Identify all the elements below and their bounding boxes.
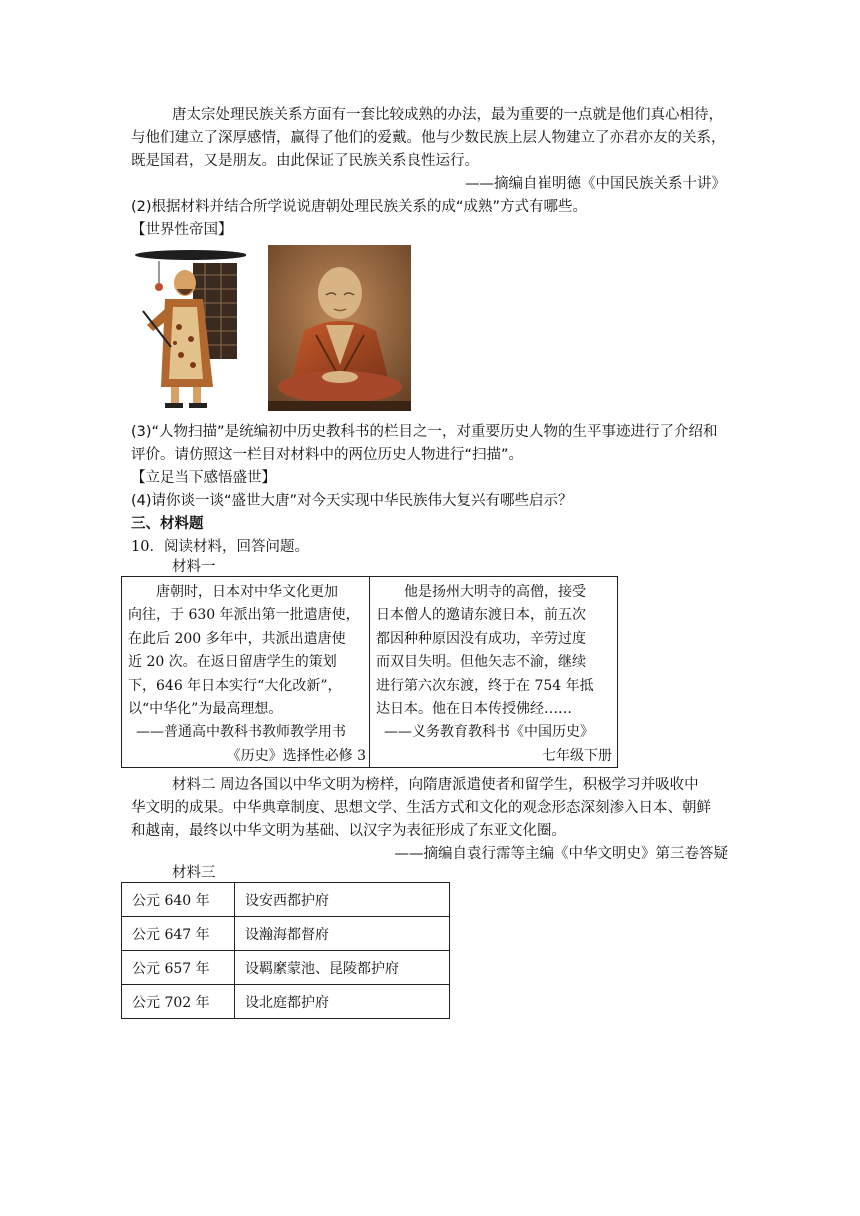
table-row	[122, 951, 450, 985]
year-cell: 公元 640 年	[122, 883, 235, 917]
question-2: (2)根据材料并结合所学说说唐朝处理民族关系的成“成熟”方式有哪些。	[131, 199, 588, 215]
passage-source: ——摘编自崔明德《中国民族关系十讲》	[465, 176, 726, 192]
passage-line-2: 与他们建立了深厚感情，赢得了他们的爱戴。他与少数民族上层人物建立了亦君亦友的关系，	[131, 130, 726, 146]
material-3-table	[121, 882, 450, 1019]
section-world-empire: 【世界性帝国】	[131, 222, 233, 238]
right-cell-source: ——义务教育教科书《中国历史》	[384, 724, 594, 741]
material-2-line-3: 和越南，最终以中华文明为基础、以汉字为表征形成了东亚文化圈。	[131, 823, 566, 839]
right-cell-line: 都因种种原因没有成功，辛劳过度	[376, 630, 586, 647]
right-cell-line: 而双目失明。但他矢志不渝，继续	[376, 654, 586, 671]
passage-line-1: 唐太宗处理民族关系方面有一套比较成熟的办法，最为重要的一点就是他们真心相待，	[172, 107, 723, 123]
question-10: 10．阅读材料，回答问题。	[131, 539, 309, 555]
left-cell-source: ——普通高中教科书教师教学用书	[136, 724, 346, 741]
event-cell: 设羁縻蒙池、昆陵都护府	[235, 951, 450, 985]
material-1-table	[121, 576, 618, 768]
material-1-right-cell	[376, 581, 612, 768]
table-row	[122, 917, 450, 951]
table-row	[122, 883, 450, 917]
right-cell-line: 进行第六次东渡，终于在 754 年抵	[376, 677, 594, 694]
section-present: 【立足当下感悟盛世】	[131, 470, 276, 486]
question-4: (4)请你谈一谈“盛世大唐”对今天实现中华民族伟大复兴有哪些启示？	[131, 493, 573, 509]
seated-monk-statue-photo	[268, 245, 411, 411]
right-cell-line: 日本僧人的邀请东渡日本，前五次	[376, 607, 586, 624]
right-cell-line: 他是扬州大明寺的高僧，接受	[404, 584, 586, 600]
question-3-line-1: (3)“人物扫描”是统编初中历史教科书的栏目之一，对重要历史人物的生平事迹进行了介绍和	[131, 424, 718, 440]
question-3-line-2: 评价。请仿照这一栏目对材料中的两位历史人物进行“扫描”。	[131, 447, 524, 463]
left-cell-line: 下，646 年日本实行“大化改新”，	[128, 677, 342, 694]
left-cell-source: 《历史》选择性必修 3	[226, 747, 366, 764]
material-3-label: 材料三	[172, 865, 216, 881]
material-2-line-2: 华文明的成果。中华典章制度、思想文学、生活方式和文化的观念形态深刻渗入日本、朝鲜	[131, 800, 711, 816]
passage-line-3: 既是国君，又是朋友。由此保证了民族关系良性运行。	[131, 153, 479, 169]
table-divider	[369, 577, 370, 767]
right-cell-line: 达日本。他在日本传授佛经……	[376, 701, 572, 718]
section-3-title: 三、材料题	[131, 516, 204, 532]
left-cell-line: 唐朝时，日本对中华文化更加	[156, 584, 338, 600]
envoy-illustration	[131, 247, 246, 411]
table-row	[122, 985, 450, 1019]
left-cell-line: 向往，于 630 年派出第一批遣唐使，	[128, 607, 360, 624]
material-2-line-1: 材料二 周边各国以中华文明为榜样，向隋唐派遣使者和留学生，积极学习并吸收中	[172, 777, 699, 793]
event-cell: 设北庭都护府	[235, 985, 450, 1019]
right-cell-source: 七年级下册	[542, 747, 612, 764]
left-cell-line: 在此后 200 多年中，共派出遣唐使	[128, 630, 346, 647]
left-cell-line: 以“中华化”为最高理想。	[128, 701, 283, 718]
year-cell: 公元 657 年	[122, 951, 235, 985]
event-cell: 设安西都护府	[235, 883, 450, 917]
material-2-source: ——摘编自袁行霈等主编《中华文明史》第三卷答疑	[394, 846, 728, 862]
material-1-label: 材料一	[172, 559, 216, 575]
event-cell: 设瀚海都督府	[235, 917, 450, 951]
year-cell: 公元 702 年	[122, 985, 235, 1019]
material-1-left-cell	[128, 581, 366, 768]
year-cell: 公元 647 年	[122, 917, 235, 951]
left-cell-line: 近 20 次。在返日留唐学生的策划	[128, 654, 337, 671]
